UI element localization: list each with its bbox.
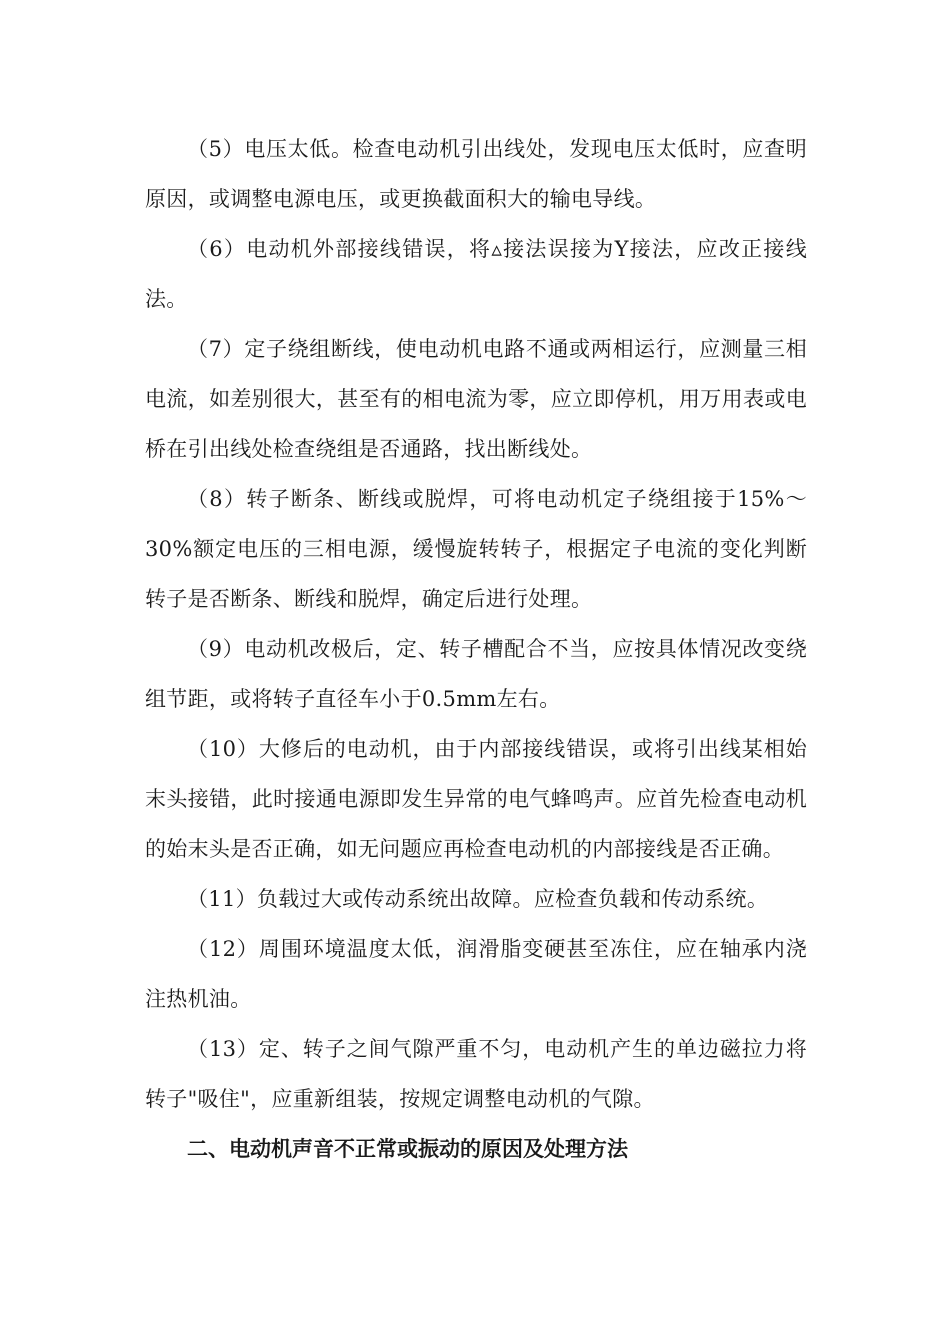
section-heading: 二、电动机声音不正常或振动的原因及处理方法 bbox=[187, 1137, 628, 1161]
paragraph-item-13: （13）定、转子之间气隙严重不匀，电动机产生的单边磁拉力将转子"吸住"，应重新组装，按规定调整电动机的气隙。 bbox=[145, 1037, 807, 1111]
paragraph-item-7: （7）定子绕组断线，使电动机电路不通或两相运行，应测量三相电流，如差别很大，甚至有的相电流为零，应立即停机，用万用表或电桥在引出线处检查绕组是否通路，找出断线处。 bbox=[145, 337, 807, 461]
paragraph-item-5: （5）电压太低。检查电动机引出线处，发现电压太低时，应查明原因，或调整电源电压，或更换截面积大的输电导线。 bbox=[145, 137, 807, 211]
document-page bbox=[145, 124, 807, 1174]
paragraph-item-9: （9）电动机改极后，定、转子槽配合不当，应按具体情况改变绕组节距，或将转子直径车小于0.5mm左右。 bbox=[145, 637, 807, 711]
paragraph-item-6: （6）电动机外部接线错误，将▵接法误接为Y接法，应改正接线法。 bbox=[145, 237, 807, 311]
paragraph-item-10: （10）大修后的电动机，由于内部接线错误，或将引出线某相始末头接错，此时接通电源即发生异常的电气蜂鸣声。应首先检查电动机的始末头是否正确，如无问题应再检查电动机的内部接线是否正确。 bbox=[145, 737, 807, 861]
paragraph-item-11: （11）负载过大或传动系统出故障。应检查负载和传动系统。 bbox=[187, 887, 769, 911]
paragraph-item-12: （12）周围环境温度太低，润滑脂变硬甚至冻住，应在轴承内浇注热机油。 bbox=[145, 937, 807, 1011]
paragraph-item-8: （8）转子断条、断线或脱焊，可将电动机定子绕组接于15%～30%额定电压的三相电源，缓慢旋转转子，根据定子电流的变化判断转子是否断条、断线和脱焊，确定后进行处理。 bbox=[145, 487, 807, 611]
